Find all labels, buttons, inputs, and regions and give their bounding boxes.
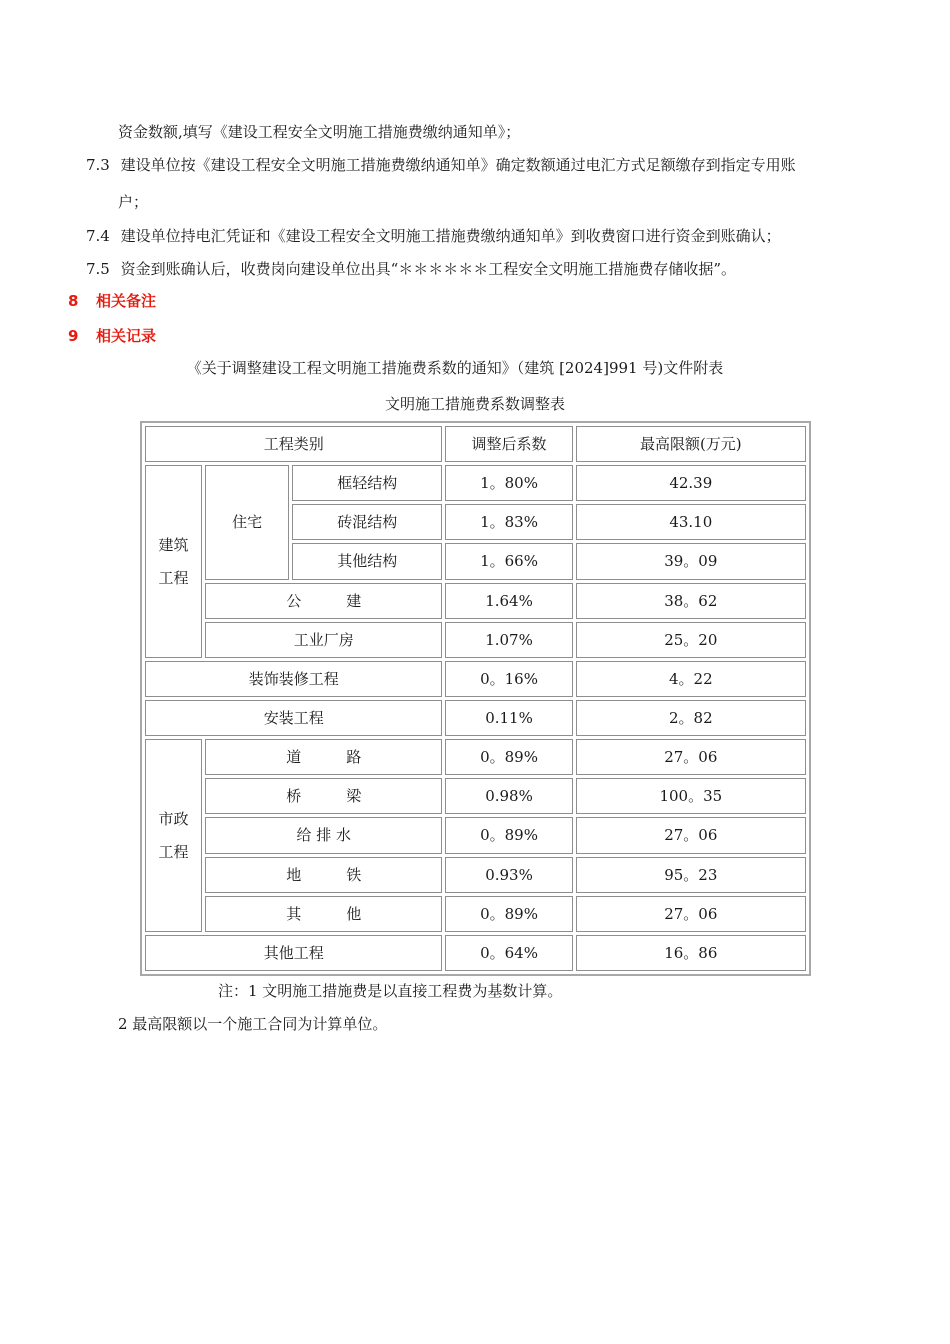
paragraph-7-4 xyxy=(86,226,781,246)
group-label: 建筑 xyxy=(158,535,189,554)
row-name: 道 路 xyxy=(205,739,442,775)
row-coefficient: 0。64% xyxy=(445,935,572,971)
row-max-limit: 39。09 xyxy=(576,543,806,579)
row-name: 框轻结构 xyxy=(292,465,442,501)
item-text: 建设单位持电汇凭证和《建设工程安全文明施工措施费缴纳通知单》到收费窗口进行资金到账确认； xyxy=(120,227,781,245)
table-row xyxy=(145,817,806,853)
table-row xyxy=(145,896,806,932)
paragraph-7-3 xyxy=(86,155,796,175)
table-row xyxy=(145,857,806,893)
row-name: 装饰装修工程 xyxy=(145,661,442,697)
document-caption: 《关于调整建设工程文明施工措施费系数的通知》（建筑 [2024]991 号)文件附表 xyxy=(186,359,724,377)
header-category: 工程类别 xyxy=(145,426,442,462)
row-max-limit: 27。06 xyxy=(576,896,806,932)
row-max-limit: 42.39 xyxy=(576,465,806,501)
row-max-limit: 16。86 xyxy=(576,935,806,971)
row-name: 桥 梁 xyxy=(205,778,442,814)
group-municipal xyxy=(145,739,202,932)
section-number: 8 xyxy=(68,292,79,310)
table-row xyxy=(145,778,806,814)
paragraph-funds-amount: 资金数额,填写《建设工程安全文明施工措施费缴纳通知单》； xyxy=(118,123,521,141)
table-note-1: 注：1 文明施工措施费是以直接工程费为基数计算。 xyxy=(218,982,563,1000)
paragraph-7-5 xyxy=(86,259,736,279)
row-coefficient: 0.11% xyxy=(445,700,572,736)
row-max-limit: 27。06 xyxy=(576,739,806,775)
coefficient-table xyxy=(140,421,811,976)
row-name: 其他工程 xyxy=(145,935,442,971)
row-name: 给 排 水 xyxy=(205,817,442,853)
row-coefficient: 0.93% xyxy=(445,857,572,893)
item-number: 7.4 xyxy=(86,227,110,245)
row-name: 砖混结构 xyxy=(292,504,442,540)
table-header-row xyxy=(145,426,806,462)
row-max-limit: 95。23 xyxy=(576,857,806,893)
row-coefficient: 0。89% xyxy=(445,817,572,853)
row-coefficient: 1.64% xyxy=(445,583,572,619)
row-max-limit: 2。82 xyxy=(576,700,806,736)
group-label: 工程 xyxy=(158,568,189,587)
header-coefficient: 调整后系数 xyxy=(445,426,572,462)
section-heading-8 xyxy=(68,291,156,311)
table-title: 文明施工措施费系数调整表 xyxy=(384,395,565,413)
section-heading-9 xyxy=(68,326,156,346)
item-text: 建设单位按《建设工程安全文明施工措施费缴纳通知单》确定数额通过电汇方式足额缴存到指定专用账 xyxy=(120,156,796,174)
table-row xyxy=(145,661,806,697)
table-note-2: 2 最高限额以一个施工合同为计算单位。 xyxy=(118,1015,388,1033)
item-text: 资金到账确认后，收费岗向建设单位出具“＊＊＊＊＊＊工程安全文明施工措施费存储收据”。 xyxy=(120,260,736,278)
header-max-limit: 最高限额(万元) xyxy=(576,426,806,462)
item-number: 7.3 xyxy=(86,156,110,174)
group-label: 市政 xyxy=(158,809,189,828)
row-name: 地 铁 xyxy=(205,857,442,893)
row-coefficient: 0。89% xyxy=(445,739,572,775)
section-number: 9 xyxy=(68,327,79,345)
row-max-limit: 43.10 xyxy=(576,504,806,540)
table-row xyxy=(145,622,806,658)
row-name: 公 建 xyxy=(205,583,442,619)
row-coefficient: 1。66% xyxy=(445,543,572,579)
row-coefficient: 0.98% xyxy=(445,778,572,814)
item-number: 7.5 xyxy=(86,260,110,278)
row-name: 安装工程 xyxy=(145,700,442,736)
row-max-limit: 38。62 xyxy=(576,583,806,619)
paragraph-7-3-continued: 户； xyxy=(118,193,149,211)
row-coefficient: 1.07% xyxy=(445,622,572,658)
row-name: 其 他 xyxy=(205,896,442,932)
group-label: 工程 xyxy=(158,842,189,861)
table-row xyxy=(145,700,806,736)
group-building xyxy=(145,465,202,658)
section-title: 相关备注 xyxy=(96,292,157,310)
row-coefficient: 1。80% xyxy=(445,465,572,501)
table-row xyxy=(145,739,806,775)
section-title: 相关记录 xyxy=(96,327,157,345)
row-max-limit: 100。35 xyxy=(576,778,806,814)
subgroup-residential: 住宅 xyxy=(205,465,289,579)
row-max-limit: 25。20 xyxy=(576,622,806,658)
table-row xyxy=(145,583,806,619)
row-name: 工业厂房 xyxy=(205,622,442,658)
row-max-limit: 4。22 xyxy=(576,661,806,697)
row-coefficient: 0。16% xyxy=(445,661,572,697)
row-coefficient: 0。89% xyxy=(445,896,572,932)
table-row xyxy=(145,935,806,971)
row-name: 其他结构 xyxy=(292,543,442,579)
table-row xyxy=(145,465,806,501)
row-coefficient: 1。83% xyxy=(445,504,572,540)
row-max-limit: 27。06 xyxy=(576,817,806,853)
